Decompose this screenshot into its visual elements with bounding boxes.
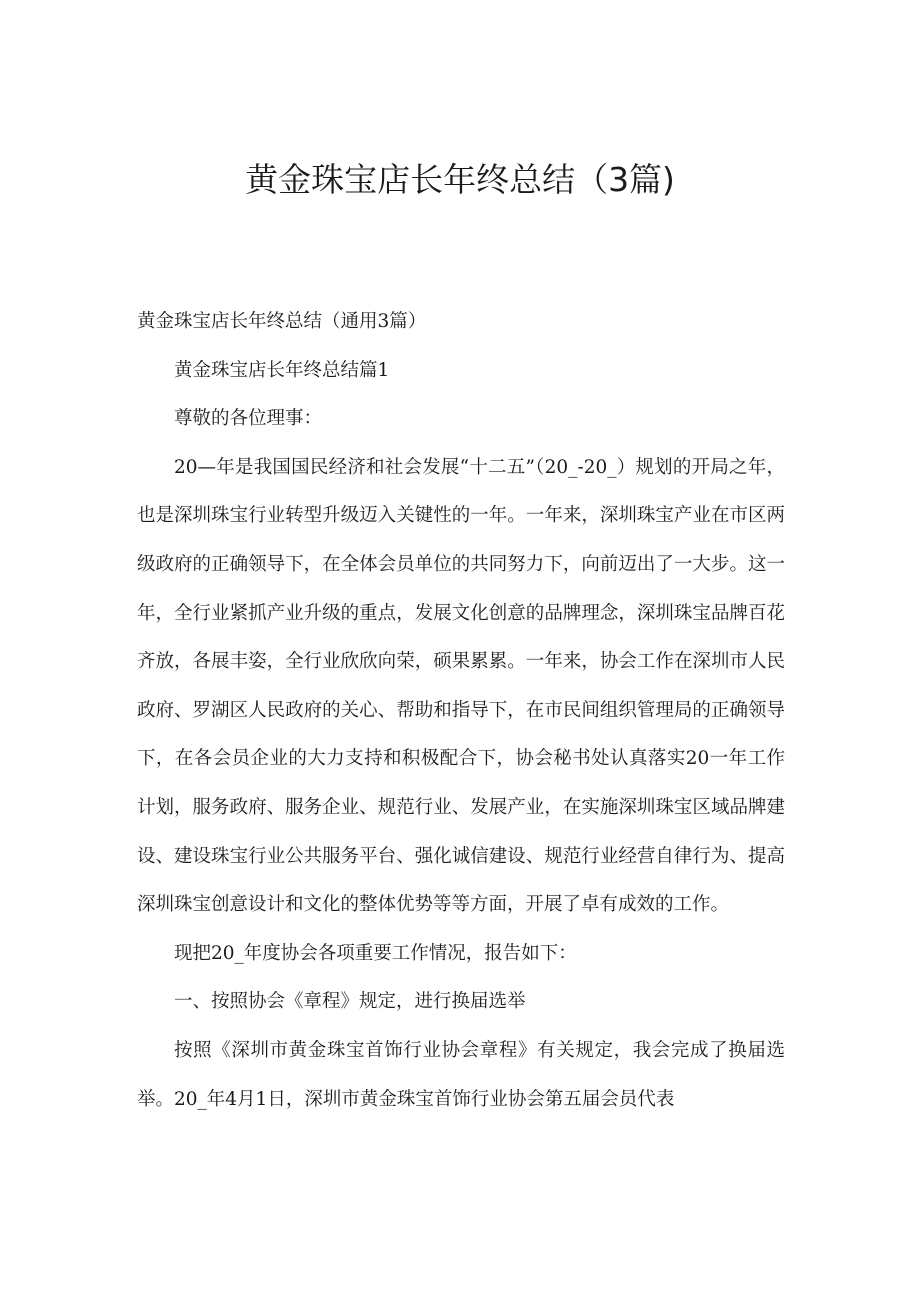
- paragraph-subtitle: 黄金珠宝店长年终总结（通用3篇）: [137, 311, 427, 332]
- document-body: [137, 298, 785, 1124]
- paragraph-item-heading: 一、按照协会《章程》规定，进行换届选举: [174, 991, 526, 1013]
- document-title: 黄金珠宝店长年终总结（3篇): [245, 160, 675, 199]
- paragraph-body: 按照《深圳市黄金珠宝首饰行业协会章程》有关规定，我会完成了换届选举。20_年4月1日，深圳市黄金珠宝首饰行业协会第五届会员代表: [137, 1039, 785, 1110]
- paragraph-section-heading: 黄金珠宝店长年终总结篇1: [174, 359, 390, 381]
- paragraph-body: 20—年是我国国民经济和社会发展“十二五”（20_-20_）规划的开局之年，也是深圳珠宝行业转型升级迈入关键性的一年。一年来，深圳珠宝产业在市区两级政府的正确领导下，在全体会员单位的共同努力下，向前迈出了一大步。这一年，全行业紧抓产业升级的重点，发展文化创意的品牌理念，深圳珠宝品牌百花齐放，各展丰姿，全行业欣欣向荣，硕果累累。一年来，协会工作在深圳市人民政府、罗湖区人民政府的关心、帮助和指导下，在市民间组织管理局的正确领导下，在各会员企业的大力支持和积极配合下，协会秘书处认真落实20一年工作计划，服务政府、服务企业、规范行业、发展产业，在实施深圳珠宝区域品牌建设、建设珠宝行业公共服务平台、强化诚信建设、规范行业经营自律行为、提高深圳珠宝创意设计和文化的整体优势等等方面，开展了卓有成效的工作。: [137, 456, 785, 916]
- paragraph-body: 现把20_年度协会各项重要工作情况，报告如下：: [174, 942, 577, 964]
- paragraph-salutation: 尊敬的各位理事：: [174, 408, 323, 430]
